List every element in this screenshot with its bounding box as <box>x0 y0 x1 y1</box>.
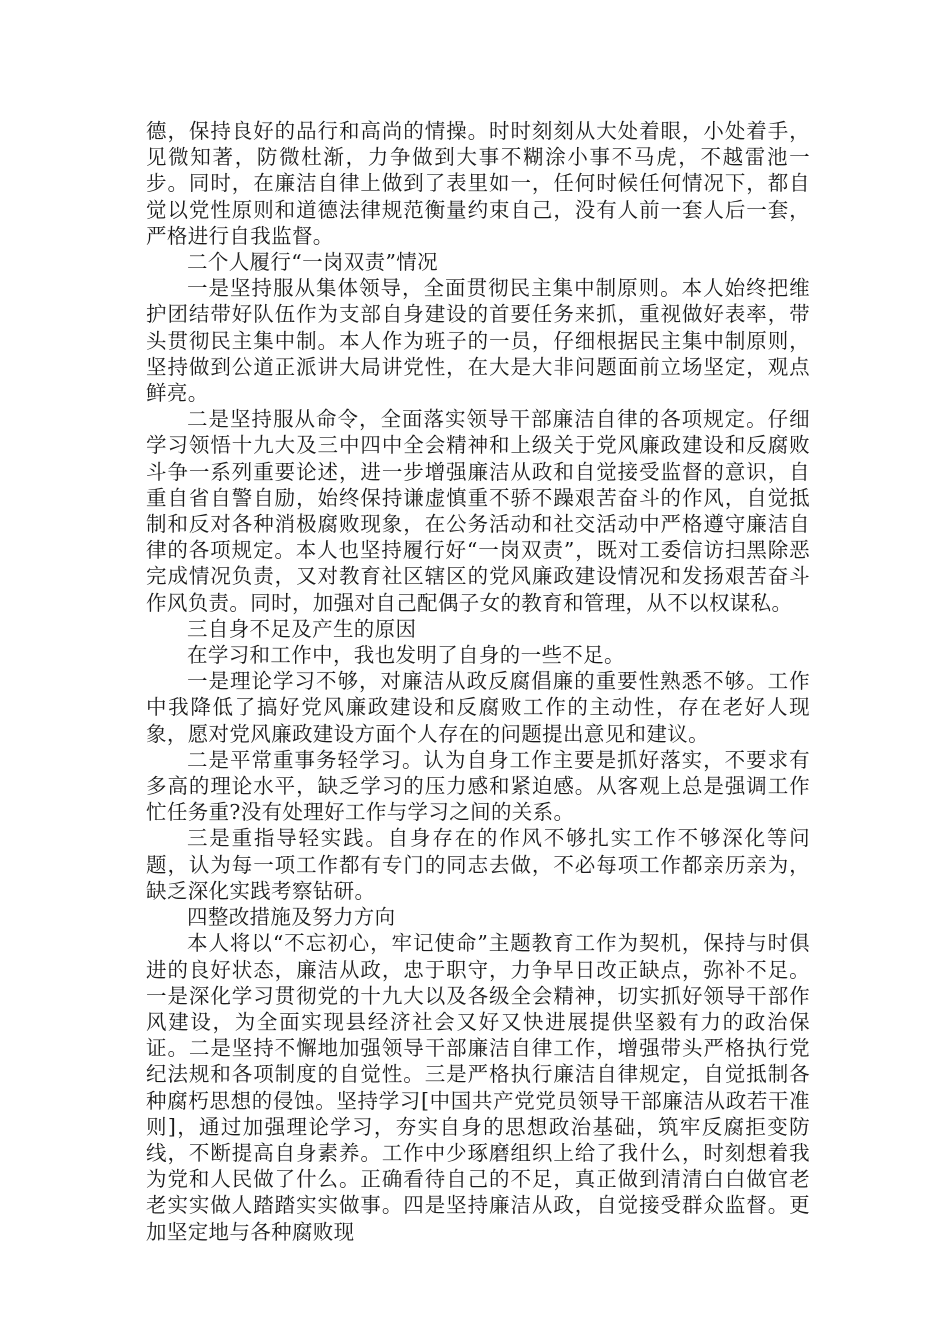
section-heading-2: 二个人履行“一岗双责”情况 <box>187 250 439 275</box>
body-paragraph: 二是坚持服从命令，全面落实领导干部廉洁自律的各项规定。仔细学习领悟十九大及三中四中全会精神和上级关于党风廉政建设和反腐败斗争一系列重要论述，进一步增强廉洁从政和自觉接受监督的意识，自重自省自警自励，始终保持谦虚慎重不骄不躁艰苦奋斗的作风，自觉抵制和反对各种消极腐败现象，在公务活动和社交活动中严格遵守廉洁自律的各项规定。本人也坚持履行好“一岗双责”，既对工委信访扫黑除恶完成情况负责，又对教育社区辖区的党风廉政建设情况和发扬艰苦奋斗作风负责。同时，加强对自己配偶子女的教育和管理，从不以权谋私。 <box>146 407 810 615</box>
document-page <box>146 118 810 1245</box>
body-paragraph: 一是理论学习不够，对廉洁从政反腐倡廉的重要性熟悉不够。工作中我降低了搞好党风廉政建设和反腐败工作的主动性，存在老好人现象，愿对党风廉政建设方面个人存在的问题提出意见和建议。 <box>146 669 810 746</box>
section-heading-4: 四整改措施及努力方向 <box>187 905 396 930</box>
body-paragraph: 在学习和工作中，我也发明了自身的一些不足。 <box>187 643 625 668</box>
body-paragraph: 三是重指导轻实践。自身存在的作风不够扎实工作不够深化等问题，认为每一项工作都有专门的同志去做，不必每项工作都亲历亲为，缺乏深化实践考察钻研。 <box>146 826 810 903</box>
paragraph-continuation: 德，保持良好的品行和高尚的情操。时时刻刻从大处着眼，小处着手，见微知著，防微杜渐，力争做到大事不糊涂小事不马虎，不越雷池一步。同时，在廉洁自律上做到了表里如一，任何时候任何情况下，都自觉以党性原则和道德法律规范衡量约束自己，没有人前一套人后一套，严格进行自我监督。 <box>146 119 810 248</box>
section-heading-3: 三自身不足及产生的原因 <box>187 616 417 641</box>
body-paragraph: 本人将以“不忘初心，牢记使命”主题教育工作为契机，保持与时俱进的良好状态，廉洁从政，忠于职守，力争早日改正缺点，弥补不足。一是深化学习贯彻党的十九大以及各级全会精神，切实抓好领导干部作风建设，为全面实现县经济社会又好又快进展提供坚毅有力的政治保证。二是坚持不懈地加强领导干部廉洁自律工作，增强带头严格执行党纪法规和各项制度的自觉性。三是严格执行廉洁自律规定，自觉抵制各种腐朽思想的侵蚀。坚持学习[中国共产党党员领导干部廉洁从政若干准则]，通过加强理论学习，夯实自身的思想政治基础，筑牢反腐拒变防线，不断提高自身素养。工作中少琢磨组织上给了我什么，时刻想着我为党和人民做了什么。正确看待自己的不足，真正做到清清白白做官老老实实做人踏踏实实做事。四是坚持廉洁从政，自觉接受群众监督。更加坚定地与各种腐败现 <box>146 931 810 1244</box>
body-paragraph: 一是坚持服从集体领导，全面贯彻民主集中制原则。本人始终把维护团结带好队伍作为支部自身建设的首要任务来抓，重视做好表率，带头贯彻民主集中制。本人作为班子的一员，仔细根据民主集中制原则，坚持做到公道正派讲大局讲党性，在大是大非问题面前立场坚定，观点鲜亮。 <box>146 276 810 406</box>
body-paragraph: 二是平常重事务轻学习。认为自身工作主要是抓好落实，不要求有多高的理论水平，缺乏学习的压力感和紧迫感。从客观上总是强调工作忙任务重?没有处理好工作与学习之间的关系。 <box>146 747 810 825</box>
